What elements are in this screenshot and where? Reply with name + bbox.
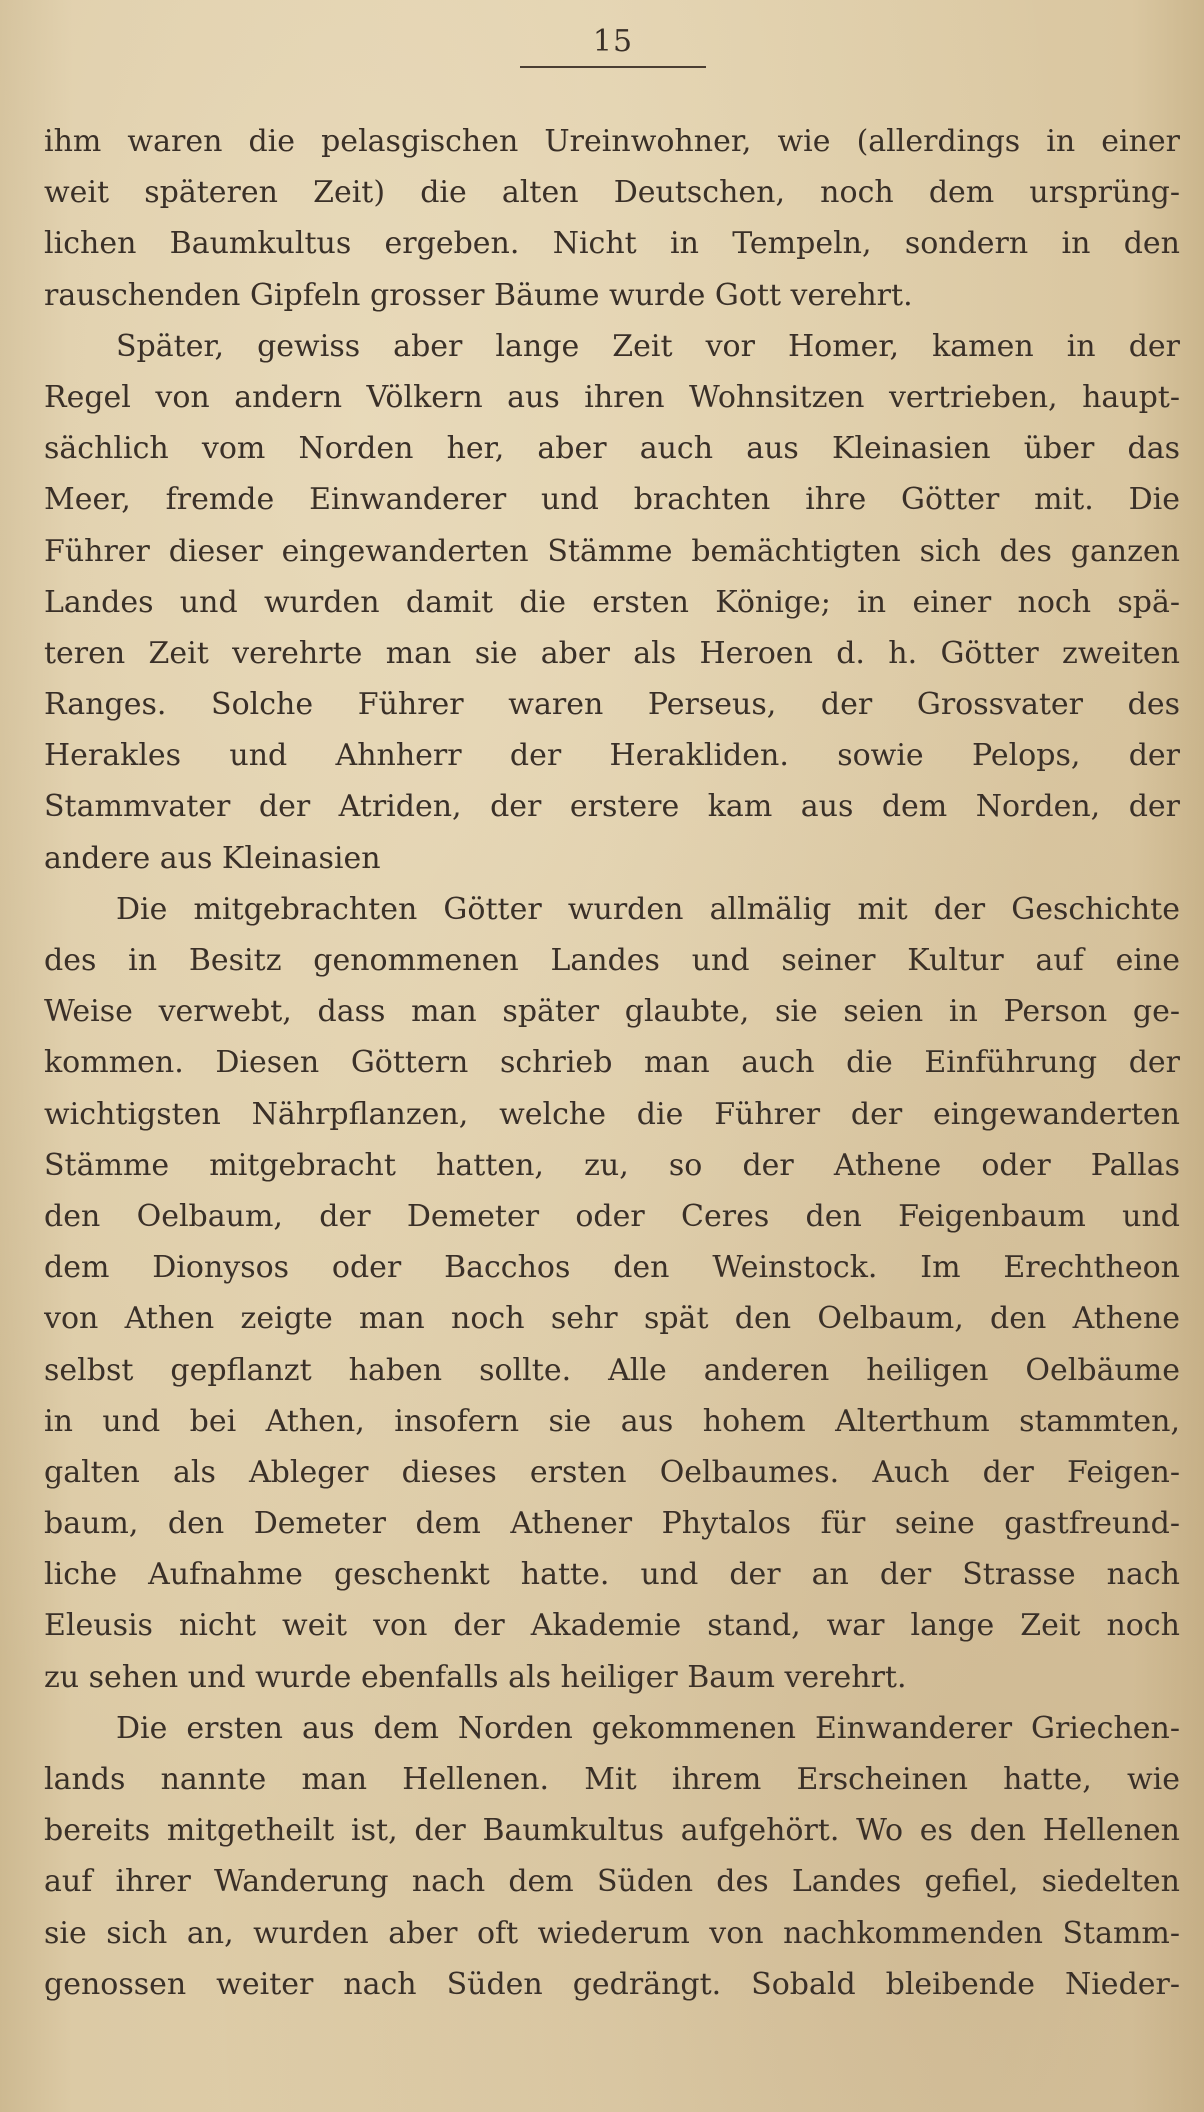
text-line: rauschenden Gipfeln grosser Bäume wurde Gott verehrt. [44,277,913,313]
text-line: Die mitgebrachten Götter wurden allmälig mit der Geschichte [116,891,1180,927]
text-line: zu sehen und wurde ebenfalls als heiliger Baum verehrt. [44,1659,907,1695]
text-line: Regel von andern Völkern aus ihren Wohnsitzen vertrieben, haupt- [44,379,1180,415]
text-line: von Athen zeigte man noch sehr spät den Oelbaum, den Athene [44,1301,1180,1337]
text-line: sächlich vom Norden her, aber auch aus Kleinasien über das [44,431,1180,467]
text-line: lichen Baumkultus ergeben. Nicht in Tempeln, sondern in den [44,226,1180,262]
text-line: Meer, fremde Einwanderer und brachten ihre Götter mit. Die [44,482,1180,518]
text-line: Stammvater der Atriden, der erstere kam aus dem Norden, der [44,789,1180,825]
body-text [44,116,1180,2010]
text-line: Die ersten aus dem Norden gekommenen Einwanderer Griechen- [116,1710,1180,1746]
text-line: selbst gepflanzt haben sollte. Alle anderen heiligen Oelbäume [44,1352,1180,1388]
text-line: Führer dieser eingewanderten Stämme bemächtigten sich des ganzen [44,533,1180,569]
page-number: 15 [592,24,634,59]
text-line: bereits mitgetheilt ist, der Baumkultus aufgehört. Wo es den Hellenen [44,1813,1180,1849]
page-number-rule [520,66,706,68]
text-line: Später, gewiss aber lange Zeit vor Homer, kamen in der [116,328,1180,364]
text-line: lands nannte man Hellenen. Mit ihrem Erscheinen hatte, wie [44,1762,1180,1797]
text-line: liche Aufnahme geschenkt hatte. und der an der Strasse nach [44,1557,1180,1593]
text-line: Herakles und Ahnherr der Herakliden. sowie Pelops, der [44,738,1180,774]
text-line: baum, den Demeter dem Athener Phytalos für seine gastfreund- [44,1506,1180,1542]
text-line: genossen weiter nach Süden gedrängt. Sobald bleibende Nieder- [44,1966,1180,2002]
text-line: andere aus Kleinasien [44,840,381,876]
text-line: teren Zeit verehrte man sie aber als Heroen d. h. Götter zweiten [44,635,1180,671]
text-line: Stämme mitgebracht hatten, zu, so der Athene oder Pallas [44,1147,1180,1183]
text-line: Ranges. Solche Führer waren Perseus, der Grossvater des [44,687,1180,723]
text-line: galten als Ableger dieses ersten Oelbaumes. Auch der Feigen- [44,1454,1180,1490]
text-line: des in Besitz genommenen Landes und seiner Kultur auf eine [44,943,1180,978]
text-line: ihm waren die pelasgischen Ureinwohner, wie (allerdings in einer [44,124,1180,159]
text-line: sie sich an, wurden aber oft wiederum von nachkommenden Stamm- [44,1915,1180,1951]
text-line: den Oelbaum, der Demeter oder Ceres den Feigenbaum und [44,1198,1180,1234]
text-line: kommen. Diesen Göttern schrieb man auch die Einführung der [44,1045,1180,1081]
text-line: Landes und wurden damit die ersten Könige; in einer noch spä- [44,584,1180,620]
text-line: auf ihrer Wanderung nach dem Süden des Landes gefiel, siedelten [44,1864,1180,1900]
text-line: wichtigsten Nährpflanzen, welche die Führer der eingewanderten [44,1096,1180,1132]
text-line: Weise verwebt, dass man später glaubte, sie seien in Person ge- [44,994,1180,1030]
text-line: weit späteren Zeit) die alten Deutschen, noch dem ursprüng- [44,175,1180,211]
text-line: dem Dionysos oder Bacchos den Weinstock. Im Erechtheon [44,1250,1180,1286]
text-line: in und bei Athen, insofern sie aus hohem Alterthum stammten, [44,1403,1180,1439]
text-line: Eleusis nicht weit von der Akademie stand, war lange Zeit noch [44,1608,1180,1644]
